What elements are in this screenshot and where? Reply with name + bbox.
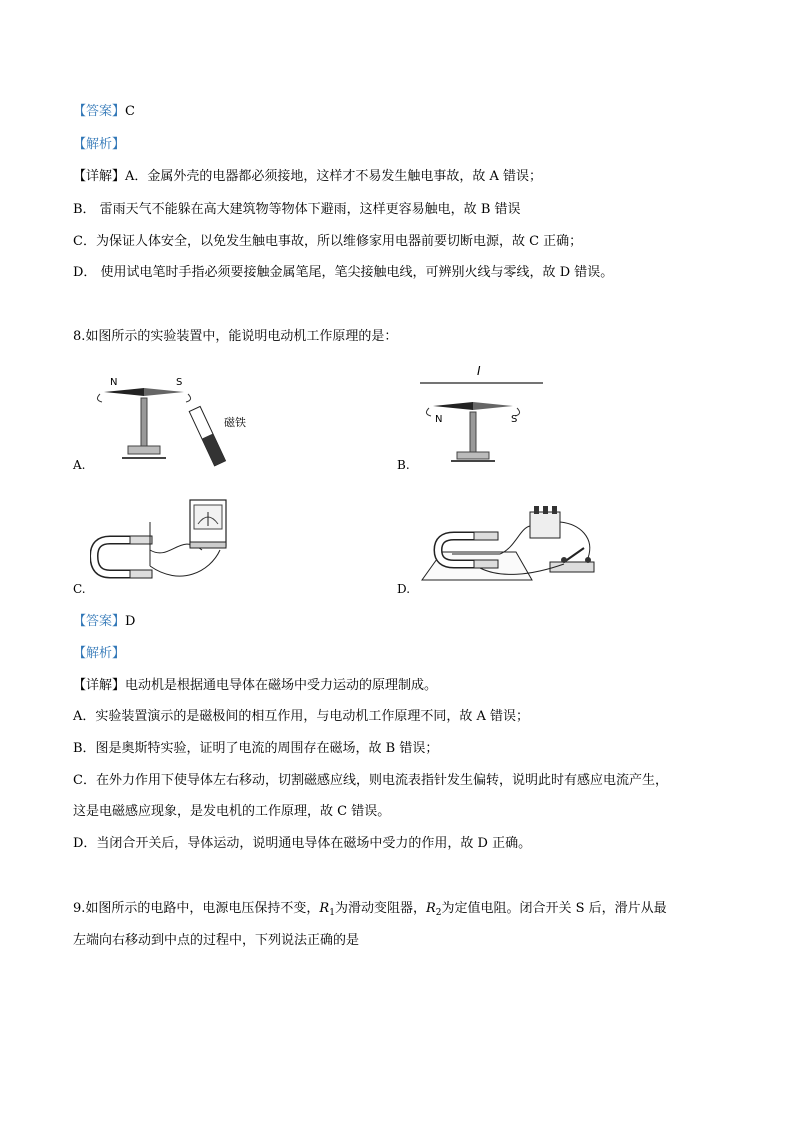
figure-a — [92, 368, 262, 468]
magnet-label: 磁铁 — [224, 416, 246, 429]
r2-symbol: R — [425, 901, 436, 916]
q7-detail-a — [73, 168, 542, 186]
q8-option-d-explain: D．当闭合开关后，导体运动，说明通电导体在磁场中受力的作用，故 D 正确。 — [73, 836, 532, 851]
detail-text: A．金属外壳的电器都必须接地，这样才不易发生触电事故，故 A 错误； — [125, 169, 543, 184]
switch — [550, 548, 594, 572]
q8-answer-line — [73, 613, 135, 631]
q9-stem-line-1 — [73, 900, 667, 922]
r2-subscript: 2 — [435, 908, 442, 918]
figure-b — [415, 360, 550, 465]
option-d-label: D. — [397, 582, 411, 596]
south-label: S — [511, 414, 518, 425]
answer-tag: 【答案】 — [73, 614, 126, 629]
stem-text: 9.如图所示的电路中，电源电压保持不变， — [73, 901, 320, 916]
answer-value: D — [125, 614, 136, 629]
detail-tag: 【详解】 — [73, 169, 126, 184]
south-label: S — [176, 377, 183, 388]
r1-symbol: R — [319, 901, 330, 916]
north-label: N — [435, 414, 443, 425]
r1-subscript: 1 — [329, 908, 335, 918]
option-a-label: A. — [73, 458, 86, 472]
stand-base — [128, 446, 160, 454]
q8-stem: 8.如图所示的实验装置中，能说明电动机工作原理的是： — [73, 329, 398, 344]
option-b-label: B. — [397, 458, 410, 472]
bar-magnet — [189, 406, 225, 465]
q7-option-c-explain: C．为保证人体安全，以免发生触电事故，所以维修家用电器前要切断电源，故 C 正确； — [73, 234, 583, 249]
figure-d — [420, 498, 605, 586]
option-c-label: C. — [73, 582, 86, 596]
galvanometer — [190, 500, 226, 548]
stem-text: 为滑动变阻器， — [334, 901, 426, 916]
q8-analysis-tag — [73, 645, 125, 663]
detail-tag: 【详解】 — [73, 678, 126, 693]
north-label: N — [110, 377, 118, 388]
analysis-tag: 【解析】 — [73, 646, 126, 661]
q7-analysis-tag — [73, 136, 125, 154]
q7-option-d-explain: D． 使用试电笔时手指必须要接触金属笔尾，笔尖接触电线，可辨别火线与零线，故 D 错误。 — [73, 265, 614, 280]
stem-text: 为定值电阻。闭合开关 S 后，滑片从最 — [441, 901, 667, 916]
q8-detail-intro — [73, 677, 437, 695]
battery-pack — [530, 506, 560, 538]
q7-answer-line — [73, 103, 135, 121]
q8-option-a-explain: A．实验装置演示的是磁极间的相互作用，与电动机工作原理不同，故 A 错误； — [73, 709, 530, 724]
answer-tag: 【答案】 — [73, 104, 126, 119]
q8-option-c-explain-2: 这是电磁感应现象，是发电机的工作原理，故 C 错误。 — [73, 804, 391, 819]
detail-text: 电动机是根据通电导体在磁场中受力运动的原理制成。 — [125, 678, 438, 693]
stand-pole — [141, 398, 147, 446]
stand-pole — [470, 412, 476, 452]
stand-base — [457, 452, 489, 459]
analysis-tag: 【解析】 — [73, 137, 126, 152]
current-label: I — [477, 364, 481, 378]
figure-c — [90, 492, 240, 584]
q7-option-b-explain: B． 雷雨天气不能躲在高大建筑物等物体下避雨，这样更容易触电，故 B 错误 — [73, 202, 521, 217]
q8-option-c-explain-1: C．在外力作用下使导体左右移动，切割磁感应线，则电流表指针发生偏转，说明此时有感应电流产生， — [73, 773, 668, 788]
q8-option-b-explain: B．图是奥斯特实验，证明了电流的周围存在磁场，故 B 错误； — [73, 741, 439, 756]
u-magnet — [94, 540, 148, 574]
answer-value: C — [125, 104, 135, 119]
q9-stem-line-2: 左端向右移动到中点的过程中，下列说法正确的是 — [73, 933, 360, 948]
